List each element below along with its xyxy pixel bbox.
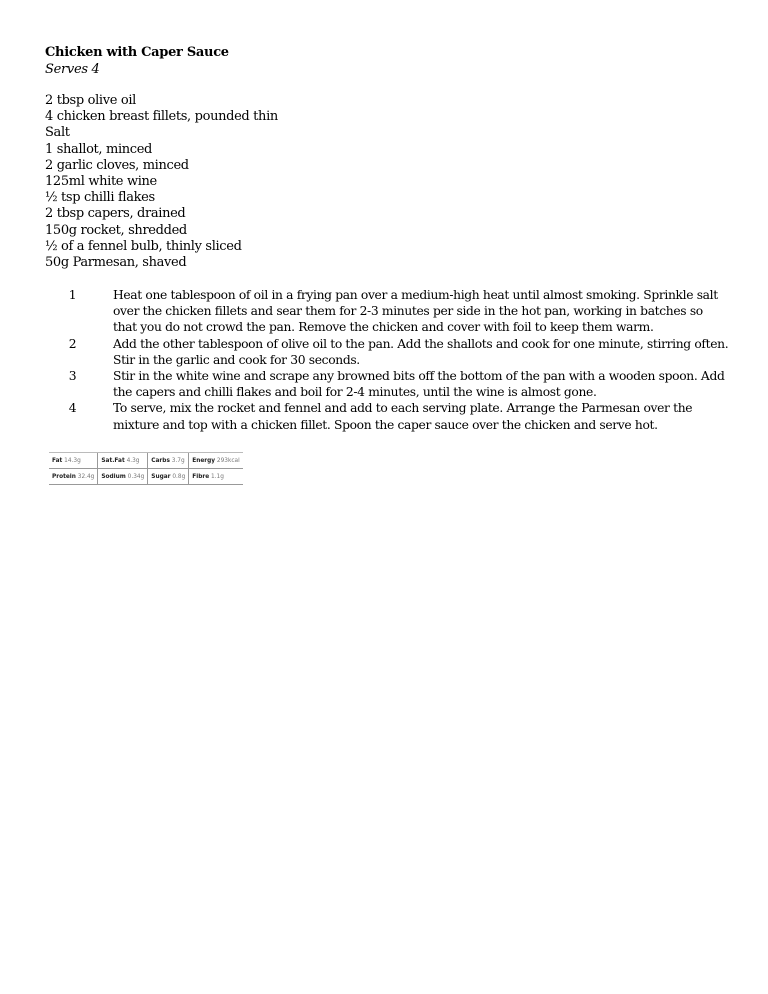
ingredient-item: 2 tbsp capers, drained — [45, 206, 186, 222]
nutrition-cell-sat-fat — [98, 453, 148, 469]
ingredient-item: 2 tbsp olive oil — [45, 93, 136, 108]
method-step — [45, 336, 730, 368]
method-step — [45, 287, 730, 336]
nutrition-cell-carbs — [148, 453, 189, 469]
method-step — [45, 368, 730, 400]
method-step — [45, 400, 730, 432]
nutrition-value: 0.34g — [127, 473, 145, 480]
nutrition-value: 1.1g — [210, 473, 224, 480]
step-number: 4 — [68, 401, 77, 416]
ingredient-item: 125ml white wine — [45, 174, 157, 190]
nutrition-value: 0.8g — [172, 473, 186, 480]
ingredient-item: 2 garlic cloves, minced — [45, 157, 189, 173]
nutrition-cell-fibre — [189, 469, 243, 485]
method-steps — [45, 287, 730, 433]
ingredient-item: 1 shallot, minced — [45, 141, 153, 157]
nutrition-label: Protein — [52, 473, 76, 480]
nutrition-value: 4.3g — [126, 457, 140, 464]
step-number: 3 — [68, 369, 77, 384]
nutrition-label: Energy — [192, 457, 216, 464]
nutrition-label: Sodium — [101, 473, 126, 480]
ingredient-item: 4 chicken breast fillets, pounded thin — [45, 109, 278, 125]
nutrition-value: 3.7g — [171, 457, 185, 464]
nutrition-value: 32.4g — [77, 473, 95, 480]
step-text: To serve, mix the rocket and fennel and add to each serving plate. Arrange the Parmesan over the mixture and top with a chicken fillet. Spoon the caper sauce over the chicken and serve hot. — [113, 401, 693, 432]
nutrition-row — [49, 469, 243, 485]
nutrition-label: Fat — [52, 457, 63, 464]
nutrition-label: Sugar — [151, 473, 171, 480]
step-text: Stir in the white wine and scrape any browned bits off the bottom of the pan with a wooden spoon. Add the capers and chilli flakes and boil for 2-4 minutes, until the wine is almost gone. — [113, 369, 725, 400]
ingredient-item: 150g rocket, shredded — [45, 222, 187, 238]
step-text: Add the other tablespoon of olive oil to the pan. Add the shallots and cook for one minute, stirring often. Stir in the garlic and cook for 30 seconds. — [113, 336, 729, 367]
nutrition-cell-sugar — [148, 469, 189, 485]
step-text: Heat one tablespoon of oil in a frying pan over a medium-high heat until almost smoking. Sprinkle salt over the chicken fillets and sear them for 2-3 minutes per side in the hot pan, working in batches so that you do not crowd the pan. Remove the chicken and cover with foil to keep them warm. — [113, 288, 718, 335]
nutrition-cell-protein — [49, 469, 98, 485]
step-number: 2 — [68, 336, 77, 351]
nutrition-table — [49, 452, 243, 485]
nutrition-cell-energy — [189, 453, 243, 469]
nutrition-row — [49, 453, 243, 469]
nutrition-cell-sodium — [98, 469, 148, 485]
nutrition-value: 293kcal — [216, 457, 240, 464]
nutrition-label: Carbs — [151, 457, 170, 464]
ingredient-item: Salt — [45, 125, 70, 141]
nutrition-cell-fat — [49, 453, 98, 469]
ingredient-item: ½ tsp chilli flakes — [45, 190, 155, 206]
ingredient-item: 50g Parmesan, shaved — [45, 255, 187, 271]
serves-label: Serves 4 — [45, 62, 100, 77]
nutrition-value: 14.3g — [64, 457, 81, 464]
ingredient-list — [45, 93, 278, 271]
nutrition-label: Sat.Fat — [101, 457, 125, 464]
nutrition-label: Fibre — [192, 473, 210, 480]
ingredient-item: ½ of a fennel bulb, thinly sliced — [45, 238, 242, 254]
recipe-title: Chicken with Caper Sauce — [45, 45, 229, 60]
step-number: 1 — [68, 288, 77, 302]
